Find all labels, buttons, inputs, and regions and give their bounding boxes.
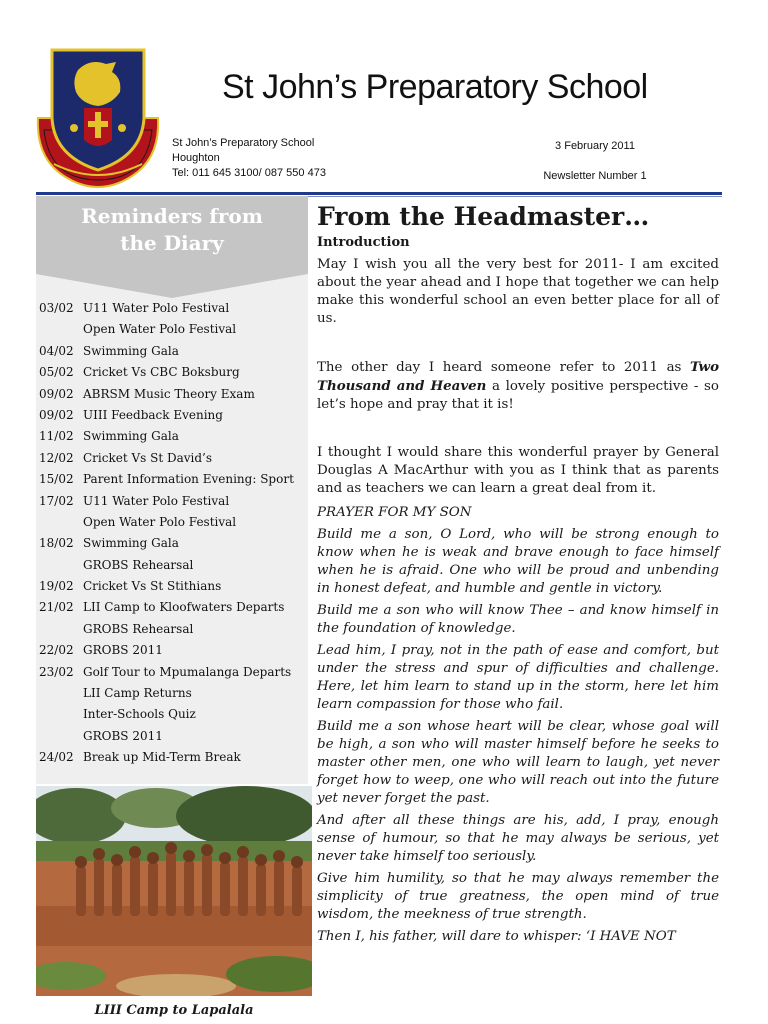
article-paragraph: I thought I would share this wonderful prayer by General Douglas A MacArthur with you as I think that as parents and as teachers we can learn a great deal from it.: [317, 445, 719, 496]
prayer-title: PRAYER FOR MY SON: [317, 505, 472, 520]
diary-item: 22/02 GROBS 2011: [39, 643, 163, 658]
address-line: Houghton: [172, 152, 220, 164]
address-line: St John’s Preparatory School: [172, 137, 315, 149]
school-crest: [34, 48, 162, 190]
prayer-verse: Lead him, I pray, not in the path of ease and comfort, but under the stress and spur of difficulties and challenge. Here, let him learn to stand up in the storm, here let him learn compassion for those who fail.: [317, 643, 719, 712]
diary-heading-line: Reminders from: [81, 204, 263, 228]
emphasis-text: Two Thousand and Heaven: [317, 359, 719, 394]
diary-item: 23/02 Golf Tour to Mpumalanga Departs: [39, 664, 292, 679]
diary-item: 09/02 ABRSM Music Theory Exam: [39, 386, 255, 401]
school-name-title: St John’s Preparatory School: [222, 68, 648, 106]
diary-item: 24/02 Break up Mid-Term Break: [39, 750, 241, 765]
prayer-verse: Build me a son, O Lord, who will be strong enough to know when he is weak and brave enough to face himself when he is afraid. One who will be proud and unbending in honest defeat, and humble and gentle in victory.: [317, 527, 719, 596]
diary-item: 04/02 Swimming Gala: [39, 343, 179, 358]
article-subtitle: Introduction: [317, 235, 410, 250]
article-title: From the Headmaster…: [317, 202, 650, 231]
newsletter-date: 3 February 2011: [555, 140, 635, 152]
prayer-verse: And after all these things are his, add, I pray, enough sense of humour, so that he may always be serious, yet never take himself too seriously.: [317, 813, 719, 864]
diary-item: 09/02 UIII Feedback Evening: [39, 407, 223, 422]
diary-heading-arrow: [36, 274, 308, 298]
diary-item: LII Camp Returns: [83, 686, 192, 701]
diary-item: Inter-Schools Quiz: [83, 707, 196, 722]
photo-caption: LIII Camp to Lapalala: [94, 1003, 254, 1018]
diary-item: 12/02 Cricket Vs St David’s: [39, 450, 213, 465]
diary-item: GROBS Rehearsal: [83, 621, 194, 636]
prayer-verse: Build me a son who will know Thee – and know himself in the foundation of knowledge.: [317, 603, 719, 636]
diary-item: 05/02 Cricket Vs CBC Boksburg: [39, 365, 240, 380]
prayer-verse: Give him humility, so that he may always remember the simplicity of true greatness, the open mind of true wisdom, the meekness of true strength.: [317, 871, 719, 922]
prayer-verse: Build me a son whose heart will be clear, whose goal will be high, a son who will master himself before he seeks to master other men, one who will learn to laugh, yet never forget how to weep, one who will reach out into the future yet never forget the past.: [317, 719, 719, 806]
article-paragraph: May I wish you all the very best for 2011- I am excited about the year ahead and I hope that together we can help make this wonderful school an even better place for all of us.: [317, 257, 719, 326]
article-paragraph: The other day I heard someone refer to 2011 as Two Thousand and Heaven a lovely positive perspective - so let’s hope and pray that it is!: [317, 359, 719, 412]
diary-item: 11/02 Swimming Gala: [39, 429, 179, 444]
diary-list: [39, 298, 309, 769]
diary-item: 19/02 Cricket Vs St Stithians: [39, 579, 222, 594]
diary-heading-line: the Diary: [120, 231, 224, 255]
prayer-verse: Then I, his father, will dare to whisper: ‘I HAVE NOT: [317, 929, 676, 944]
camp-photo: [36, 786, 312, 996]
diary-item: Open Water Polo Festival: [83, 514, 237, 529]
diary-heading: [36, 196, 308, 274]
header-divider: [36, 192, 722, 195]
diary-item: GROBS Rehearsal: [83, 557, 194, 572]
diary-item: 17/02 U11 Water Polo Festival: [39, 493, 230, 508]
diary-item: 18/02 Swimming Gala: [39, 536, 179, 551]
diary-item: 15/02 Parent Information Evening: Sport: [39, 472, 294, 487]
diary-item: 21/02 LII Camp to Kloofwaters Departs: [39, 600, 285, 615]
diary-item: Open Water Polo Festival: [83, 322, 237, 337]
diary-item: 03/02 U11 Water Polo Festival: [39, 301, 230, 315]
phone-line: Tel: 011 645 3100/ 087 550 473: [172, 167, 326, 179]
diary-item: GROBS 2011: [83, 728, 163, 743]
newsletter-number: Newsletter Number 1: [543, 170, 647, 182]
school-address: [172, 136, 326, 181]
headmaster-article: [317, 200, 719, 950]
